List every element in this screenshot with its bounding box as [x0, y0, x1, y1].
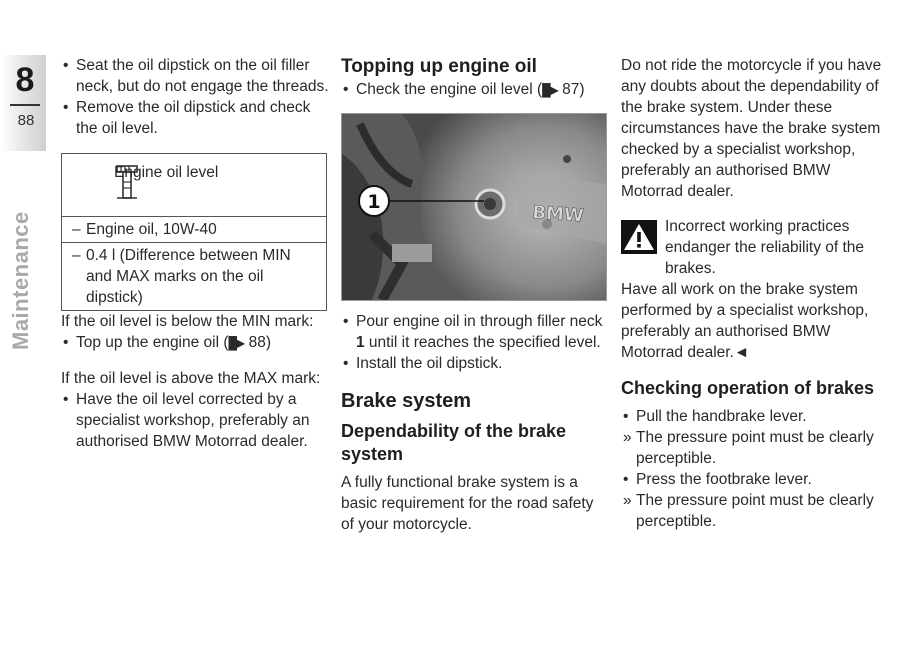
- check-level-text: Check the engine oil level (: [356, 81, 543, 98]
- result-footbrake: » The pressure point must be clearly perceptible.: [621, 490, 891, 532]
- bullet-pull-handbrake: • Pull the handbrake lever.: [621, 406, 891, 427]
- top-up-close: ): [265, 334, 271, 351]
- warning-block: [621, 216, 891, 279]
- page-number: 88: [17, 112, 35, 129]
- oil-spec-text: – Engine oil, 10W-40: [72, 219, 320, 240]
- top-up-text: Top up the engine oil (: [76, 334, 229, 351]
- pour-oil-rest: until it reaches the specified level.: [364, 334, 601, 351]
- oil-difference-row: [62, 243, 326, 310]
- top-up-ref-page[interactable]: 88: [248, 334, 266, 351]
- engine-figure: [341, 113, 607, 301]
- section-label: Maintenance: [8, 211, 33, 350]
- dependability-text: A fully functional brake system is a basic requirement for the road safety of your motorcycle.: [341, 474, 594, 533]
- heading-checking-brakes: Checking operation of brakes: [621, 378, 875, 398]
- pour-oil-ref: 1: [356, 334, 365, 351]
- warning-icon: [621, 220, 657, 260]
- oil-level-table: [61, 153, 327, 311]
- ref-arrow-icon: █▶: [228, 336, 245, 350]
- check-level-ref-page[interactable]: 87: [562, 81, 580, 98]
- result-handbrake: » The pressure point must be clearly perceptible.: [621, 427, 891, 469]
- heading-topping-up: Topping up engine oil: [341, 56, 537, 77]
- bullet-press-footbrake: • Press the footbrake lever.: [621, 469, 891, 490]
- ref-arrow-icon: █▶: [542, 83, 558, 97]
- oil-level-table-title: Engine oil level: [114, 164, 219, 181]
- bullet-check-level: [341, 79, 609, 101]
- figure-brand-label: [532, 202, 585, 227]
- check-level-close: ): [579, 81, 585, 98]
- oil-difference-text: – 0.4 l (Difference between MIN and MAX marks on the oil dipstick): [72, 245, 320, 308]
- oil-spec-row: [62, 217, 326, 243]
- bullet-seat-dipstick: • Seat the oil dipstick on the oil filler neck, but do not engage the threads.: [61, 55, 329, 97]
- oil-level-table-header: [62, 154, 326, 217]
- end-mark-icon: ◄: [733, 344, 750, 361]
- callout-1-label: 1: [367, 191, 381, 213]
- bullet-remove-dipstick: • Remove the oil dipstick and check the oil level.: [61, 97, 329, 139]
- pour-oil-text: Pour engine oil in through filler neck: [356, 313, 603, 330]
- bullet-install-dipstick: • Install the oil dipstick.: [341, 353, 609, 374]
- svg-text:BMW: BMW: [531, 202, 585, 227]
- bullet-pour-oil: [341, 311, 609, 353]
- chapter-divider: [10, 104, 40, 106]
- column-2: [341, 55, 609, 535]
- column-3: [621, 55, 891, 532]
- warning-detail: [621, 279, 891, 363]
- do-not-ride-text: Do not ride the motorcycle if you have any doubts about the dependability of the brake system. Under these circumstances have the brake system checked by a specialist workshop, preferably an authorised BMW Motorrad dealer.: [621, 57, 882, 200]
- bullet-have-corrected: • Have the oil level corrected by a specialist workshop, preferably an authorised BMW Motorrad dealer.: [61, 389, 329, 452]
- warning-text: Incorrect working practices endanger the reliability of the brakes.: [665, 218, 865, 277]
- heading-dependability: Dependability of the brake system: [341, 421, 567, 464]
- heading-brake-system: Brake system: [341, 390, 472, 412]
- above-max-text: If the oil level is above the MAX mark:: [61, 370, 321, 387]
- column-1: [61, 55, 329, 452]
- bullet-top-up: [61, 332, 329, 354]
- chapter-number: 8: [15, 61, 35, 99]
- warning-detail-text: Have all work on the brake system performed by a specialist workshop, preferably an authorised BMW Motorrad dealer.: [621, 281, 869, 361]
- below-min-text: If the oil level is below the MIN mark:: [61, 313, 314, 330]
